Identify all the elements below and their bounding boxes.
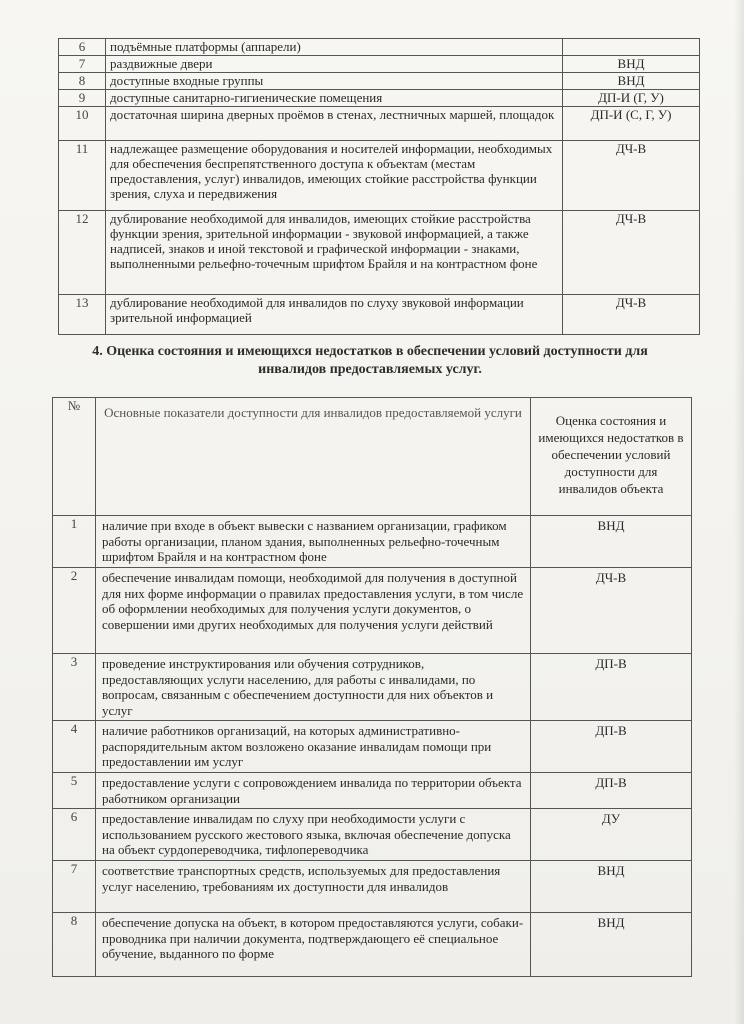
row-assessment-value: ВНД xyxy=(531,516,692,568)
row-number: 13 xyxy=(59,295,106,335)
row-number: 3 xyxy=(53,654,96,721)
row-number: 12 xyxy=(59,211,106,295)
row-assessment-value: ВНД xyxy=(531,913,692,977)
row-indicator-text: дублирование необходимой для инвалидов по слуху звуковой информации зрительной информацией xyxy=(106,295,563,335)
top-accessibility-table xyxy=(58,38,700,335)
row-assessment-value: ДП-И (С, Г, У) xyxy=(563,107,700,141)
table-row xyxy=(59,107,700,141)
row-assessment-value: ВНД xyxy=(563,73,700,90)
row-number: 10 xyxy=(59,107,106,141)
row-indicator-text: соответствие транспортных средств, используемых для предоставления услуг населению, требованиям их доступности для инвалидов xyxy=(96,861,531,913)
row-indicator-text: доступные входные группы xyxy=(106,73,563,90)
row-indicator-text: раздвижные двери xyxy=(106,56,563,73)
row-assessment-value: ДП-В xyxy=(531,654,692,721)
row-number: 2 xyxy=(53,568,96,654)
row-indicator-text: дублирование необходимой для инвалидов, имеющих стойкие расстройства функции зрения, зрительной информации - звуковой информацией, а также надписей, знаков и иной текстовой и графической информации - знаками, выполненными рельефно-точечным шрифтом Брайля и на контрастном фоне xyxy=(106,211,563,295)
service-accessibility-table xyxy=(52,397,692,977)
row-assessment-value: ДЧ-В xyxy=(531,568,692,654)
row-indicator-text: наличие при входе в объект вывески с названием организации, графиком работы организации, планом здания, выполненных рельефно-точечным шрифтом Брайля и на контрастном фоне xyxy=(96,516,531,568)
row-number: 6 xyxy=(59,39,106,56)
row-assessment-value: ВНД xyxy=(563,56,700,73)
row-number: 4 xyxy=(53,721,96,773)
table-row xyxy=(59,141,700,211)
table-row xyxy=(59,90,700,107)
row-indicator-text: предоставление услуги с сопровождением инвалида по территории объекта работником организации xyxy=(96,773,531,809)
table-row xyxy=(53,721,692,773)
table-row xyxy=(53,809,692,861)
row-number: 7 xyxy=(59,56,106,73)
table-header-row xyxy=(53,398,692,516)
row-assessment-value: ДУ xyxy=(531,809,692,861)
scan-shadow xyxy=(734,0,744,1024)
row-assessment-value: ВНД xyxy=(531,861,692,913)
row-assessment-value: ДЧ-В xyxy=(563,295,700,335)
row-number: 8 xyxy=(53,913,96,977)
table-row xyxy=(53,861,692,913)
table-row xyxy=(59,211,700,295)
row-indicator-text: обеспечение инвалидам помощи, необходимой для получения в доступной для них форме информации о правилах предоставления услуги, в том числе об оформлении необходимых для получения услуги документов, о совершении ими других необходимых для получения услуги действий xyxy=(96,568,531,654)
table-row xyxy=(59,73,700,90)
row-assessment-value: ДП-В xyxy=(531,721,692,773)
row-assessment-value: ДЧ-В xyxy=(563,211,700,295)
row-number: 6 xyxy=(53,809,96,861)
row-indicator-text: предоставление инвалидам по слуху при необходимости услуги с использованием русского жестового языка, включая обеспечение допуска на объект сурдопереводчика, тифлопереводчика xyxy=(96,809,531,861)
header-number: № xyxy=(53,398,96,516)
row-assessment-value xyxy=(563,39,700,56)
row-indicator-text: наличие работников организаций, на которых административно-распорядительным актом возложено оказание инвалидам помощи при предоставлении им услуг xyxy=(96,721,531,773)
row-assessment-value: ДП-И (Г, У) xyxy=(563,90,700,107)
table-row xyxy=(53,568,692,654)
row-assessment-value: ДП-В xyxy=(531,773,692,809)
row-number: 7 xyxy=(53,861,96,913)
row-number: 9 xyxy=(59,90,106,107)
row-number: 8 xyxy=(59,73,106,90)
table-row xyxy=(53,654,692,721)
header-assessment: Оценка состояния и имеющихся недостатков в обеспечении условий доступности для инвалидов объекта xyxy=(531,398,692,516)
row-assessment-value: ДЧ-В xyxy=(563,141,700,211)
row-indicator-text: доступные санитарно-гигиенические помещения xyxy=(106,90,563,107)
row-indicator-text: подъёмные платформы (аппарели) xyxy=(106,39,563,56)
header-indicator: Основные показатели доступности для инвалидов предоставляемой услуги xyxy=(96,398,531,516)
table-row xyxy=(59,56,700,73)
table-row xyxy=(53,773,692,809)
row-indicator-text: достаточная ширина дверных проёмов в стенах, лестничных маршей, площадок xyxy=(106,107,563,141)
section-heading: 4. Оценка состояния и имеющихся недостатков в обеспечении условий доступности для инвалидов предоставляемых услуг. xyxy=(92,344,648,377)
row-number: 5 xyxy=(53,773,96,809)
row-indicator-text: надлежащее размещение оборудования и носителей информации, необходимых для обеспечения беспрепятственного доступа к объектам (местам предоставления, услуг) инвалидов, имеющих стойкие расстройства функции зрения, слуха и передвижения xyxy=(106,141,563,211)
row-indicator-text: проведение инструктирования или обучения сотрудников, предоставляющих услуги населению, для работы с инвалидами, по вопросам, связанным с обеспечением доступности для них объектов и услуг xyxy=(96,654,531,721)
table-row xyxy=(59,39,700,56)
row-indicator-text: обеспечение допуска на объект, в котором предоставляются услуги, собаки-проводника при наличии документа, подтверждающего её специальное обучение, выданного по форме xyxy=(96,913,531,977)
row-number: 1 xyxy=(53,516,96,568)
table-row xyxy=(59,295,700,335)
table-row xyxy=(53,516,692,568)
table-row xyxy=(53,913,692,977)
row-number: 11 xyxy=(59,141,106,211)
